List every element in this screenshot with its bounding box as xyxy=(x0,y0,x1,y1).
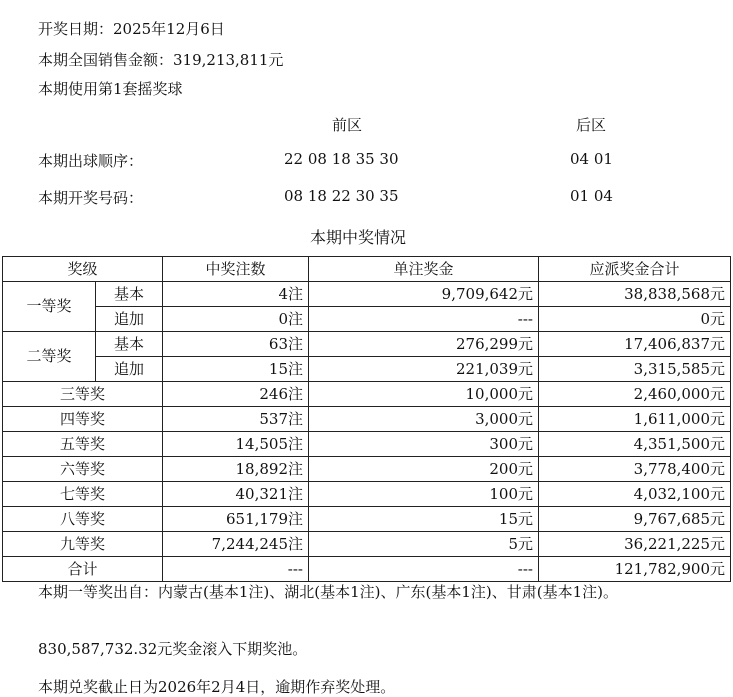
draw-order-label: 本期出球顺序： xyxy=(38,152,144,170)
table-row xyxy=(3,382,731,407)
win-count: 14,505注 xyxy=(163,432,309,457)
winning-numbers-label: 本期开奖号码： xyxy=(38,189,144,207)
table-row xyxy=(3,432,731,457)
win-count: 537注 xyxy=(163,407,309,432)
sub-level: 追加 xyxy=(96,307,163,332)
total-prize: 1,611,000元 xyxy=(539,407,731,432)
unit-prize: --- xyxy=(309,307,539,332)
total-prize: 3,778,400元 xyxy=(539,457,731,482)
unit-prize: 3,000元 xyxy=(309,407,539,432)
table-header-row xyxy=(3,257,731,282)
prize-table xyxy=(2,256,731,582)
rollover-note: 830,587,732.32元奖金滚入下期奖池。 xyxy=(38,640,308,658)
unit-prize: 100元 xyxy=(309,482,539,507)
table-row xyxy=(3,357,731,382)
table-row xyxy=(3,282,731,307)
win-count: 4注 xyxy=(163,282,309,307)
unit-prize: 5元 xyxy=(309,532,539,557)
sum-label: 合计 xyxy=(3,557,163,582)
level-name: 五等奖 xyxy=(3,432,163,457)
header-total: 应派奖金合计 xyxy=(539,257,731,282)
unit-prize: 221,039元 xyxy=(309,357,539,382)
table-row xyxy=(3,332,731,357)
sum-prize: --- xyxy=(309,557,539,582)
win-count: 63注 xyxy=(163,332,309,357)
table-row xyxy=(3,482,731,507)
first-prize-origin: 本期一等奖出自：内蒙古(基本1注)、湖北(基本1注)、广东(基本1注)、甘肃(基本1注)。 xyxy=(38,583,618,601)
header-count: 中奖注数 xyxy=(163,257,309,282)
table-row xyxy=(3,532,731,557)
unit-prize: 276,299元 xyxy=(309,332,539,357)
win-count: 15注 xyxy=(163,357,309,382)
unit-prize: 10,000元 xyxy=(309,382,539,407)
deadline-note: 本期兑奖截止日为2026年2月4日，逾期作弃奖处理。 xyxy=(38,678,396,696)
back-zone-label: 后区 xyxy=(576,116,607,134)
win-count: 40,321注 xyxy=(163,482,309,507)
table-row xyxy=(3,457,731,482)
header-prize: 单注奖金 xyxy=(309,257,539,282)
level-name: 三等奖 xyxy=(3,382,163,407)
level-name: 八等奖 xyxy=(3,507,163,532)
total-prize: 2,460,000元 xyxy=(539,382,731,407)
level-name: 九等奖 xyxy=(3,532,163,557)
ball-set: 本期使用第1套摇奖球 xyxy=(38,80,183,98)
draw-date: 开奖日期：2025年12月6日 xyxy=(38,20,225,38)
sum-count: --- xyxy=(163,557,309,582)
unit-prize: 300元 xyxy=(309,432,539,457)
win-count: 7,244,245注 xyxy=(163,532,309,557)
win-count: 246注 xyxy=(163,382,309,407)
unit-prize: 200元 xyxy=(309,457,539,482)
header-level: 奖级 xyxy=(3,257,163,282)
unit-prize: 9,709,642元 xyxy=(309,282,539,307)
win-count: 18,892注 xyxy=(163,457,309,482)
level-name: 一等奖 xyxy=(3,282,96,332)
sales-amount: 本期全国销售金额：319,213,811元 xyxy=(38,51,284,69)
draw-order-front: 22 08 18 35 30 xyxy=(284,150,399,168)
total-prize: 3,315,585元 xyxy=(539,357,731,382)
level-name: 七等奖 xyxy=(3,482,163,507)
total-prize: 36,221,225元 xyxy=(539,532,731,557)
unit-prize: 15元 xyxy=(309,507,539,532)
table-title: 本期中奖情况 xyxy=(310,228,407,247)
level-name: 四等奖 xyxy=(3,407,163,432)
total-prize: 9,767,685元 xyxy=(539,507,731,532)
total-prize: 4,351,500元 xyxy=(539,432,731,457)
front-zone-label: 前区 xyxy=(332,116,363,134)
sub-level: 基本 xyxy=(96,282,163,307)
table-row xyxy=(3,507,731,532)
table-row xyxy=(3,307,731,332)
win-count: 651,179注 xyxy=(163,507,309,532)
table-sum-row xyxy=(3,557,731,582)
win-count: 0注 xyxy=(163,307,309,332)
total-prize: 17,406,837元 xyxy=(539,332,731,357)
winning-numbers-back: 01 04 xyxy=(570,187,613,205)
sub-level: 追加 xyxy=(96,357,163,382)
sub-level: 基本 xyxy=(96,332,163,357)
table-row xyxy=(3,407,731,432)
winning-numbers-front: 08 18 22 30 35 xyxy=(284,187,399,205)
draw-order-back: 04 01 xyxy=(570,150,613,168)
sum-total: 121,782,900元 xyxy=(539,557,731,582)
total-prize: 0元 xyxy=(539,307,731,332)
total-prize: 4,032,100元 xyxy=(539,482,731,507)
level-name: 二等奖 xyxy=(3,332,96,382)
level-name: 六等奖 xyxy=(3,457,163,482)
total-prize: 38,838,568元 xyxy=(539,282,731,307)
